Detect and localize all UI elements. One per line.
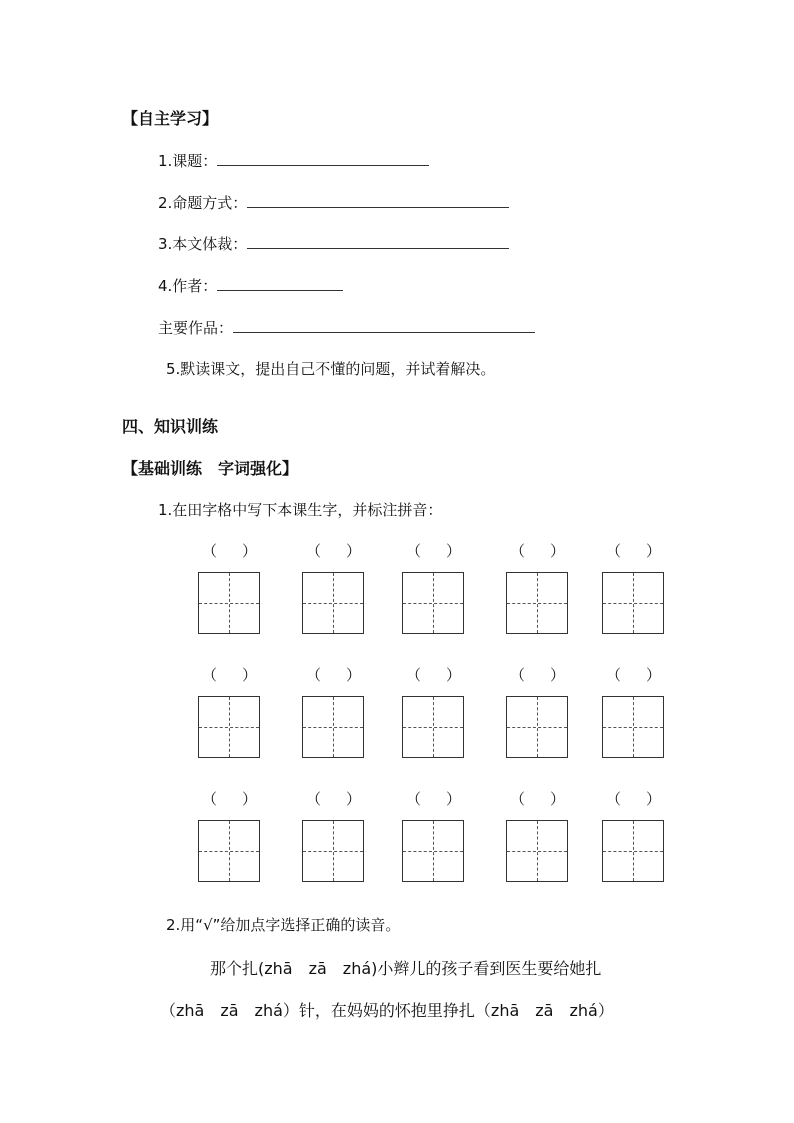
- paren-left: （: [202, 666, 218, 684]
- tianzige-box[interactable]: [506, 820, 568, 882]
- tianzige-horizontal-guide: [507, 727, 567, 728]
- section4-heading: 四、知识训练: [122, 417, 219, 436]
- pinyin-blank[interactable]: [202, 540, 258, 560]
- paren-right: ）: [646, 790, 662, 808]
- paren-right: ）: [242, 542, 258, 560]
- paren-right: ）: [346, 542, 362, 560]
- paren-right: ）: [550, 542, 566, 560]
- pinyin-blank[interactable]: [510, 788, 566, 808]
- pinyin-blank[interactable]: [406, 664, 462, 684]
- title-method-line: [158, 192, 509, 213]
- tianzige-box[interactable]: [402, 820, 464, 882]
- tianzige-horizontal-guide: [403, 727, 463, 728]
- tianzige-horizontal-guide: [603, 603, 663, 604]
- pinyin-blank[interactable]: [510, 540, 566, 560]
- works-label: 主要作品：: [158, 319, 234, 337]
- tianzige-box[interactable]: [302, 572, 364, 634]
- tianzige-box[interactable]: [302, 820, 364, 882]
- tianzige-horizontal-guide: [303, 603, 363, 604]
- paren-left: （: [510, 542, 526, 560]
- pinyin-options-3[interactable]: （zhā zā zhá）: [474, 1001, 614, 1020]
- paren-left: （: [606, 790, 622, 808]
- pinyin-blank[interactable]: [306, 788, 362, 808]
- paren-left: （: [510, 790, 526, 808]
- subject-label: 1.课题：: [158, 152, 218, 170]
- paren-right: ）: [346, 666, 362, 684]
- paren-left: （: [406, 542, 422, 560]
- tianzige-box[interactable]: [402, 572, 464, 634]
- tianzige-horizontal-guide: [403, 603, 463, 604]
- paren-right: ）: [446, 666, 462, 684]
- paren-left: （: [306, 790, 322, 808]
- genre-blank[interactable]: [247, 234, 509, 249]
- pinyin-options-1[interactable]: (zhā zā zhá): [258, 959, 378, 978]
- tianzige-box[interactable]: [602, 820, 664, 882]
- pinyin-blank[interactable]: [606, 664, 662, 684]
- paren-left: （: [510, 666, 526, 684]
- pinyin-blank[interactable]: [306, 540, 362, 560]
- paren-right: ）: [446, 790, 462, 808]
- tianzige-box[interactable]: [198, 572, 260, 634]
- tianzige-horizontal-guide: [603, 851, 663, 852]
- subject-line: [158, 150, 429, 171]
- tianzige-horizontal-guide: [199, 603, 259, 604]
- pinyin-blank[interactable]: [306, 664, 362, 684]
- paren-right: ）: [242, 790, 258, 808]
- paren-left: （: [606, 666, 622, 684]
- paren-left: （: [406, 790, 422, 808]
- tianzige-horizontal-guide: [199, 851, 259, 852]
- pinyin-blank[interactable]: [606, 788, 662, 808]
- genre-label: 3.本文体裁：: [158, 235, 248, 253]
- tianzige-box[interactable]: [506, 696, 568, 758]
- genre-line: [158, 233, 509, 254]
- tianzige-box[interactable]: [198, 696, 260, 758]
- paren-left: （: [306, 542, 322, 560]
- paren-right: ）: [346, 790, 362, 808]
- tianzige-box[interactable]: [506, 572, 568, 634]
- tianzige-box[interactable]: [198, 820, 260, 882]
- author-line: [158, 275, 343, 296]
- paren-left: （: [202, 542, 218, 560]
- pinyin-blank[interactable]: [406, 788, 462, 808]
- para-text-1a: 那个扎: [210, 959, 259, 978]
- title-method-blank[interactable]: [247, 193, 509, 208]
- paren-right: ）: [550, 666, 566, 684]
- paren-right: ）: [646, 666, 662, 684]
- paragraph-line-1: [210, 956, 601, 979]
- pinyin-blank[interactable]: [202, 664, 258, 684]
- tianzige-horizontal-guide: [303, 727, 363, 728]
- pinyin-blank[interactable]: [406, 540, 462, 560]
- paren-left: （: [306, 666, 322, 684]
- pinyin-blank[interactable]: [606, 540, 662, 560]
- works-blank[interactable]: [233, 318, 535, 333]
- q2-text: 2.用“√”给加点字选择正确的读音。: [166, 916, 401, 934]
- self-study-heading: 【自主学习】: [122, 109, 219, 128]
- paren-right: ）: [446, 542, 462, 560]
- paren-right: ）: [242, 666, 258, 684]
- paragraph-line-2: [160, 998, 614, 1021]
- tianzige-horizontal-guide: [507, 851, 567, 852]
- q1-text: 1.在田字格中写下本课生字，并标注拼音：: [158, 501, 443, 519]
- paren-right: ）: [550, 790, 566, 808]
- author-label: 4.作者：: [158, 277, 218, 295]
- pinyin-blank[interactable]: [202, 788, 258, 808]
- title-method-label: 2.命题方式：: [158, 194, 248, 212]
- author-blank[interactable]: [217, 276, 343, 291]
- subject-blank[interactable]: [217, 151, 429, 166]
- para-text-2b: 针，在妈妈的怀抱里挣扎: [298, 1001, 475, 1020]
- works-line: [158, 317, 535, 338]
- tianzige-horizontal-guide: [303, 851, 363, 852]
- basic-training-heading: 【基础训练 字词强化】: [122, 459, 299, 478]
- tianzige-horizontal-guide: [403, 851, 463, 852]
- tianzige-horizontal-guide: [603, 727, 663, 728]
- tianzige-box[interactable]: [302, 696, 364, 758]
- paren-right: ）: [646, 542, 662, 560]
- paren-left: （: [406, 666, 422, 684]
- tianzige-box[interactable]: [602, 696, 664, 758]
- para-text-1b: 小辫儿的孩子看到医生要给她扎: [377, 959, 602, 978]
- paren-left: （: [606, 542, 622, 560]
- item5-text: 5.默读课文，提出自己不懂的问题，并试着解决。: [166, 360, 496, 378]
- tianzige-box[interactable]: [602, 572, 664, 634]
- tianzige-horizontal-guide: [507, 603, 567, 604]
- pinyin-options-2[interactable]: （zhā zā zhá）: [160, 1001, 299, 1020]
- paren-left: （: [202, 790, 218, 808]
- tianzige-horizontal-guide: [199, 727, 259, 728]
- tianzige-box[interactable]: [402, 696, 464, 758]
- pinyin-blank[interactable]: [510, 664, 566, 684]
